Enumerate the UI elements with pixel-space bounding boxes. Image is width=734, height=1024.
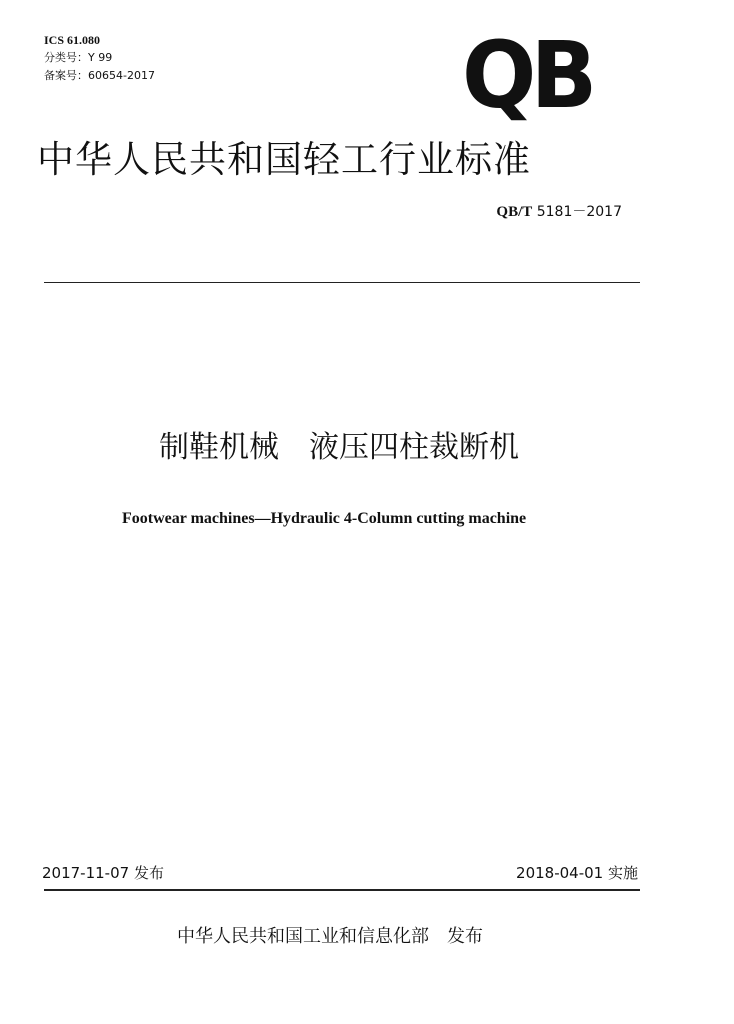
issue-date: 2017-11-07 发布 — [42, 864, 164, 882]
top-divider — [44, 282, 640, 283]
record-number: 备案号：60654-2017 — [44, 69, 155, 82]
meta-block — [44, 31, 155, 85]
standard-number — [496, 202, 622, 222]
standard-category-title: 中华人民共和国轻工行业标准 — [37, 138, 531, 181]
bottom-divider — [44, 889, 640, 891]
standard-number-value: 5181－2017 — [536, 204, 622, 220]
document-title-english: Footwear machines—Hydraulic 4-Column cutting machine — [122, 510, 527, 527]
effective-date: 2018-04-01 实施 — [516, 864, 638, 882]
qb-logo: QB — [462, 22, 592, 129]
publisher: 中华人民共和国工业和信息化部 发布 — [177, 926, 483, 947]
ics-number: ICS 61.080 — [44, 33, 101, 47]
document-title-chinese: 制鞋机械 液压四柱裁断机 — [159, 430, 519, 465]
classification-number: 分类号：Y 99 — [44, 51, 113, 64]
standard-code: QB/T — [496, 204, 533, 220]
